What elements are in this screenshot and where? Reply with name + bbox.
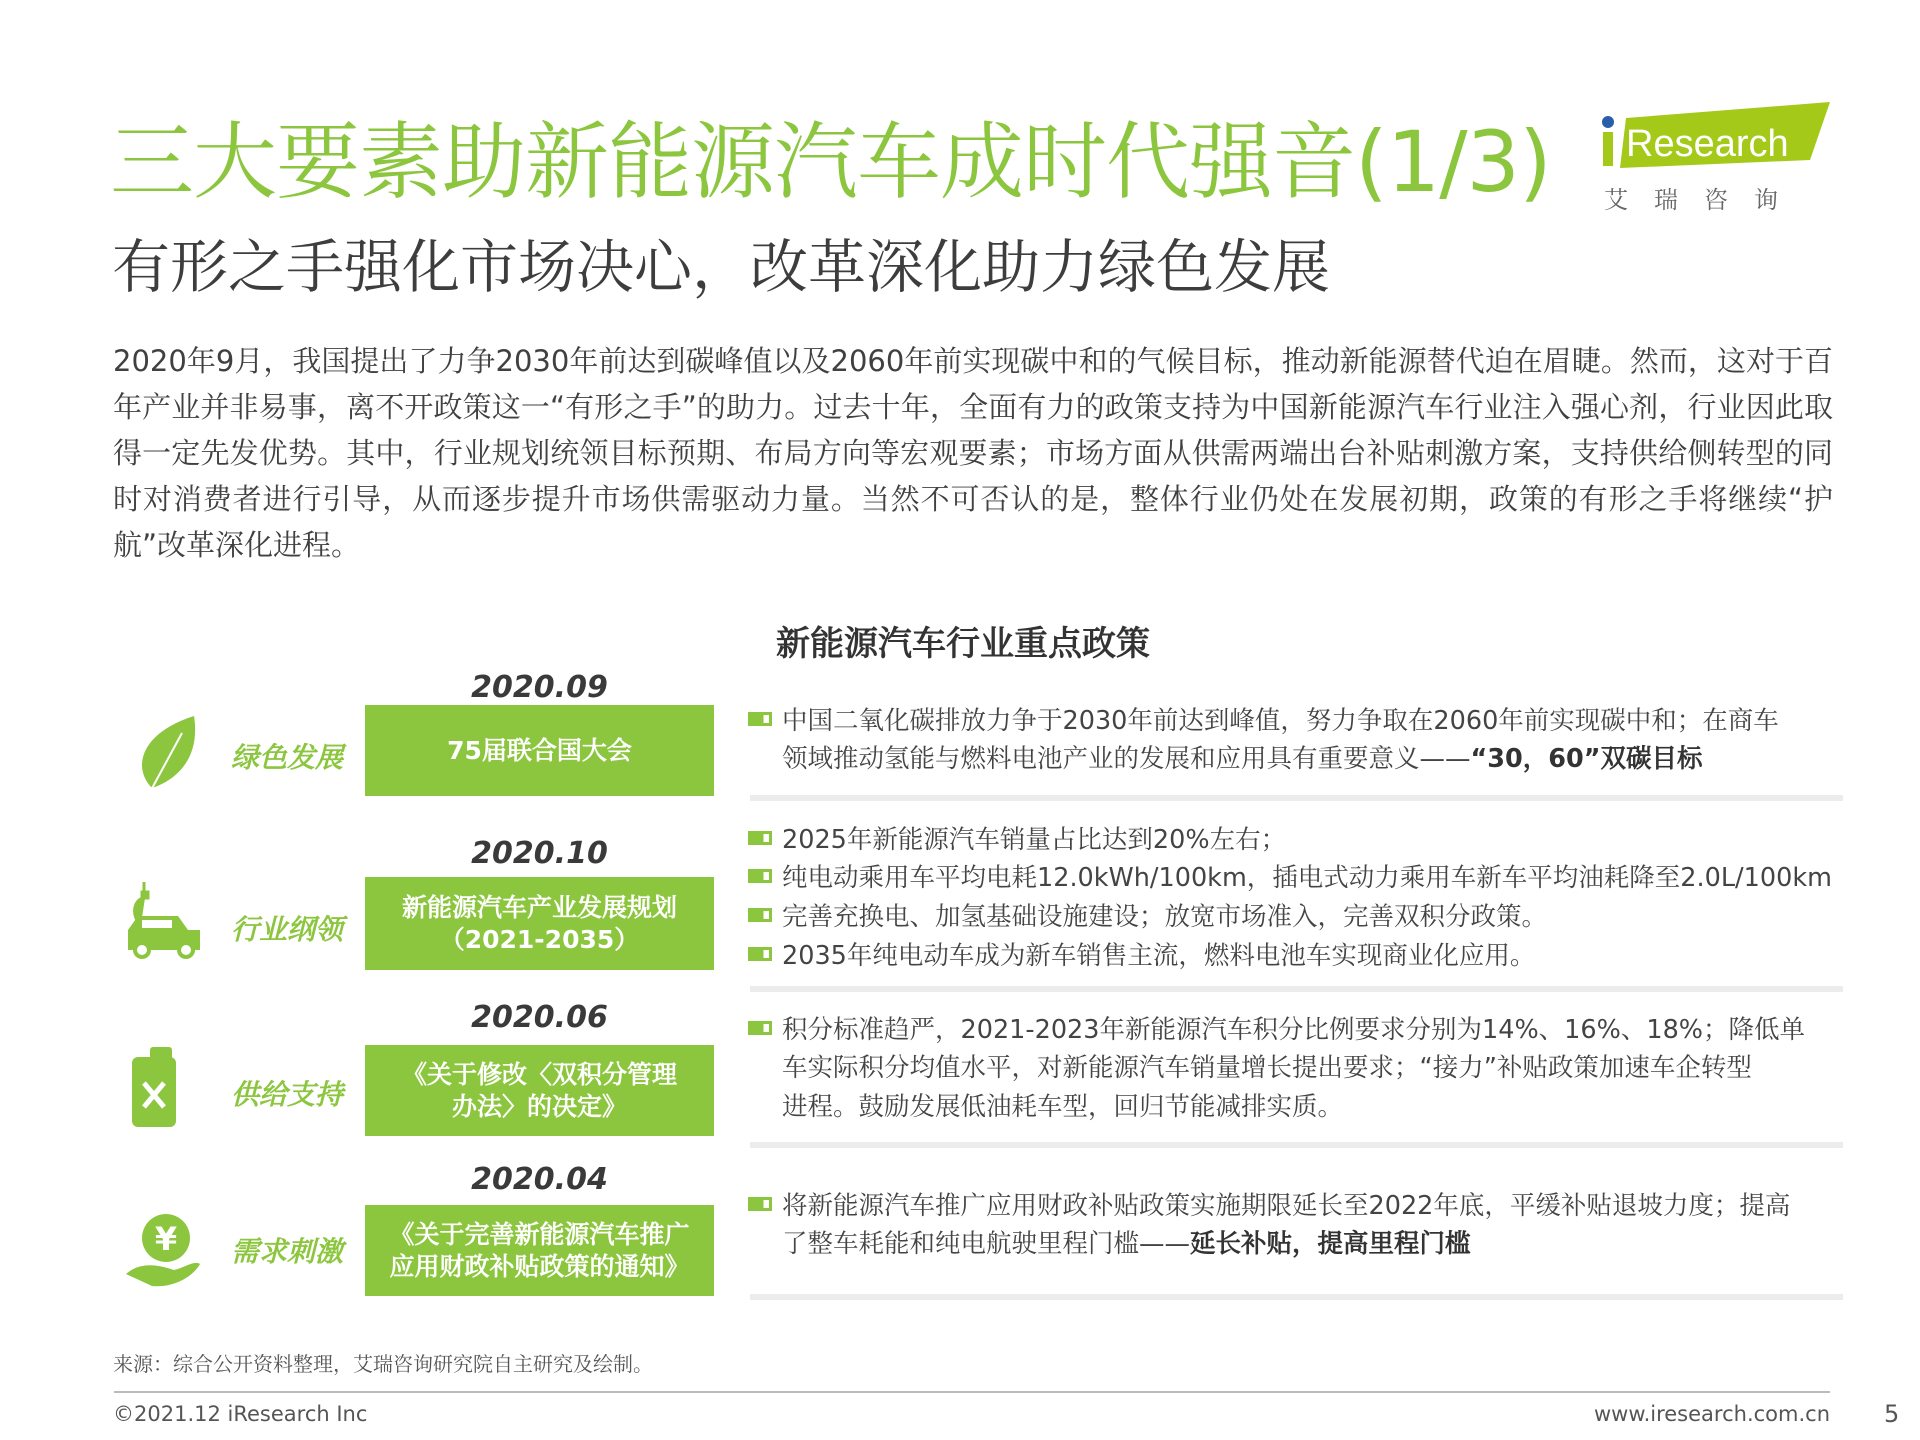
policy-detail-line: 进程。鼓励发展低油耗车型，回归节能减排实质。 xyxy=(782,1092,1344,1122)
policy-detail-line: 了整车耗能和纯电航驶里程门槛——延长补贴，提高里程门槛 xyxy=(782,1229,1471,1259)
divider xyxy=(750,1142,1843,1148)
bullet-icon xyxy=(748,869,772,883)
intro-paragraph: 2020年9月，我国提出了力争2030年前达到碳峰值以及2060年前实现碳中和的气候目标，推动新能源替代迫在眉睫。然而，这对于百年产业并非易事，离不开政策这一“有形之手”的助力。过去十年，全面有力的政策支持为中国新能源汽车行业注入强心剂，行业因此取得一定先发优势。其中，行业规划统领目标预期、布局方向等宏观要素；市场方面从供需两端出台补贴刺激方案，支持供给侧转型的同时对消费者进行引导，从而逐步提升市场供需驱动力量。当然不可否认的是，整体行业仍处在发展初期，政策的有形之手将继续“护航”改革深化进程。 xyxy=(113,344,1833,562)
divider xyxy=(750,1294,1843,1300)
page-number: 5 xyxy=(1884,1400,1900,1428)
policy-box xyxy=(365,877,714,970)
page-subtitle: 有形之手强化市场决心，改革深化助力绿色发展 xyxy=(112,233,1331,301)
policy-name-line2: （2021-2035） xyxy=(439,924,640,954)
website-link[interactable]: www.iresearch.com.cn xyxy=(1593,1402,1830,1426)
section-title xyxy=(0,616,1920,665)
divider xyxy=(750,986,1843,992)
bullet-icon xyxy=(748,1197,772,1211)
policy-box xyxy=(365,1045,714,1136)
section-title-text: 新能源汽车行业重点政策 xyxy=(776,624,1150,664)
bullet-icon xyxy=(748,908,772,922)
category-label: 绿色发展 xyxy=(230,741,343,774)
policy-box xyxy=(365,705,714,796)
bullet-icon xyxy=(748,831,772,845)
fuel-can-icon xyxy=(122,1045,208,1131)
divider xyxy=(750,795,1843,801)
policy-name: 《关于完善新能源汽车推广 xyxy=(389,1219,690,1249)
policy-name: 75届联合国大会 xyxy=(447,735,632,765)
footer-divider xyxy=(114,1391,1830,1393)
bullet-icon xyxy=(748,947,772,961)
category-label: 需求刺激 xyxy=(230,1235,343,1268)
policy-date: 2020.09 xyxy=(471,670,608,705)
bullet-icon xyxy=(748,712,772,726)
electric-car-icon xyxy=(122,878,208,964)
policy-detail-line: 纯电动乘用车平均电耗12.0kWh/100km，插电式动力乘用车新车平均油耗降至2.0L/100km xyxy=(748,859,1832,897)
page-title: 三大要素助新能源汽车成时代强音(1/3) xyxy=(110,113,1551,211)
yuan-hand-icon xyxy=(122,1208,208,1294)
policy-name: 新能源汽车产业发展规划 xyxy=(401,892,677,922)
svg-text:¥: ¥ xyxy=(154,1220,178,1258)
policy-detail-line: 领域推动氢能与燃料电池产业的发展和应用具有重要意义——“30，60”双碳目标 xyxy=(782,744,1703,774)
svg-text:艾瑞咨询: 艾瑞咨询 xyxy=(1604,186,1804,214)
policy-detail-line: 2025年新能源汽车销量占比达到20%左右； xyxy=(748,821,1286,859)
copyright: ©2021.12 iResearch Inc xyxy=(113,1402,368,1426)
leaf-icon xyxy=(122,708,208,794)
policy-detail-line: 将新能源汽车推广应用财政补贴政策实施期限延长至2022年底，平缓补贴退坡力度；提高 xyxy=(748,1187,1790,1225)
policy-detail-line: 完善充换电、加氢基础设施建设；放宽市场准入，完善双积分政策。 xyxy=(748,898,1547,936)
policy-detail-line: 积分标准趋严，2021-2023年新能源汽车积分比例要求分别为14%、16%、18%；降低单 xyxy=(748,1011,1805,1049)
policy-date: 2020.06 xyxy=(471,1000,608,1035)
iresearch-logo xyxy=(1598,100,1838,220)
category-label: 供给支持 xyxy=(230,1078,343,1111)
policy-date: 2020.10 xyxy=(471,836,608,871)
category-label: 行业纲领 xyxy=(230,913,343,946)
svg-text:Research: Research xyxy=(1626,123,1789,165)
policy-name-line2: 办法〉的决定》 xyxy=(451,1091,627,1121)
policy-box xyxy=(365,1205,714,1296)
policy-name-line2: 应用财政补贴政策的通知》 xyxy=(389,1251,690,1281)
policy-detail-line: 中国二氧化碳排放力争于2030年前达到峰值，努力争取在2060年前实现碳中和；在商车 xyxy=(748,702,1779,740)
source-note: 来源：综合公开资料整理，艾瑞咨询研究院自主研究及绘制。 xyxy=(113,1352,653,1376)
bullet-icon xyxy=(748,1021,772,1035)
policy-detail-line: 2035年纯电动车成为新车销售主流，燃料电池车实现商业化应用。 xyxy=(748,937,1535,975)
policy-detail-line: 车实际积分均值水平，对新能源汽车销量增长提出要求；“接力”补贴政策加速车企转型 xyxy=(782,1053,1752,1083)
policy-name: 《关于修改〈双积分管理 xyxy=(401,1059,677,1089)
policy-date: 2020.04 xyxy=(471,1162,608,1197)
